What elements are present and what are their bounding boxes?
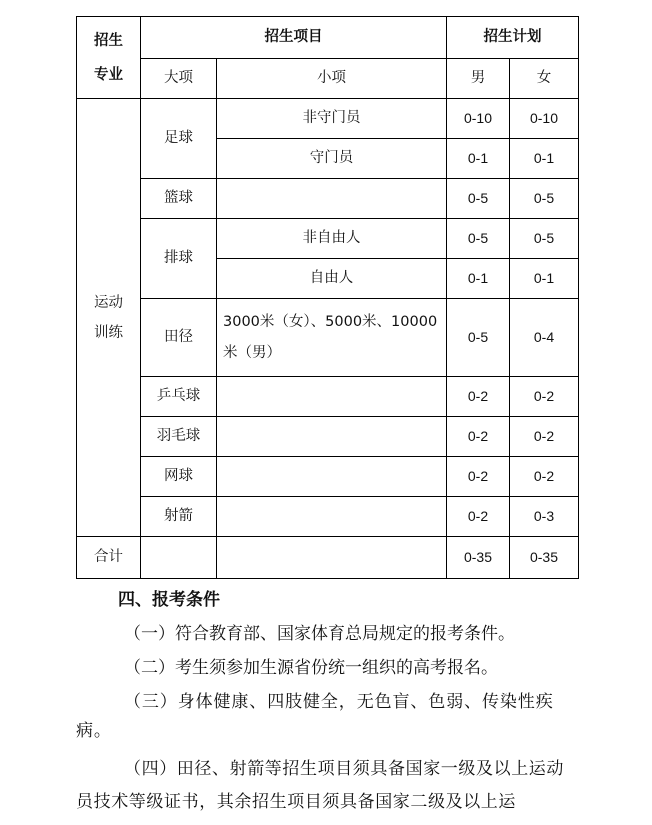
header-project: 招生项目: [141, 17, 447, 59]
male-quota-cell: 0-1: [447, 139, 510, 179]
table-row: [77, 179, 579, 219]
header-female: 女: [510, 59, 579, 99]
category-cell: 田径: [141, 299, 217, 377]
female-quota-cell: 0-2: [510, 377, 579, 417]
sub-item-cell: 3000米（女）、5000米、10000米（男）: [217, 299, 447, 377]
female-quota-cell: 0-2: [510, 417, 579, 457]
female-quota-cell: 0-3: [510, 497, 579, 537]
header-plan: 招生计划: [447, 17, 579, 59]
total-male: 0-35: [447, 537, 510, 579]
table-row: [77, 377, 579, 417]
female-quota-cell: 0-1: [510, 139, 579, 179]
condition-item-3: （三）身体健康、四肢健全，无色盲、色弱、传染性疾病。: [76, 692, 554, 741]
sub-item-cell: [217, 417, 447, 457]
category-cell: 网球: [141, 457, 217, 497]
sub-item-cell: 非守门员: [217, 99, 447, 139]
total-empty-cell: [217, 537, 447, 579]
category-cell: 射箭: [141, 497, 217, 537]
female-quota-cell: 0-10: [510, 99, 579, 139]
total-empty-cell: [141, 537, 217, 579]
sub-item-cell: [217, 497, 447, 537]
male-quota-cell: 0-2: [447, 377, 510, 417]
condition-item-2: （二）考生须参加生源省份统一组织的高考报名。: [124, 658, 498, 678]
sub-item-cell: 自由人: [217, 259, 447, 299]
category-cell: 羽毛球: [141, 417, 217, 457]
category-cell: 排球: [141, 219, 217, 299]
female-quota-cell: 0-1: [510, 259, 579, 299]
total-female: 0-35: [510, 537, 579, 579]
condition-item-4: （四）田径、射箭等招生项目须具备国家一级及以上运动员技术等级证书，其余招生项目须具备国家二级及以上运: [76, 759, 564, 812]
table-row: [77, 417, 579, 457]
male-quota-cell: 0-2: [447, 417, 510, 457]
table-row: [77, 299, 579, 377]
male-quota-cell: 0-10: [447, 99, 510, 139]
table-row: [77, 219, 579, 259]
header-male: 男: [447, 59, 510, 99]
male-quota-cell: 0-2: [447, 457, 510, 497]
female-quota-cell: 0-5: [510, 219, 579, 259]
male-quota-cell: 0-2: [447, 497, 510, 537]
condition-item-1: （一）符合教育部、国家体育总局规定的报考条件。: [124, 624, 515, 644]
category-cell: 乒乓球: [141, 377, 217, 417]
male-quota-cell: 0-5: [447, 299, 510, 377]
header-sub-item: 小项: [217, 59, 447, 99]
sub-item-cell: [217, 179, 447, 219]
female-quota-cell: 0-2: [510, 457, 579, 497]
male-quota-cell: 0-5: [447, 219, 510, 259]
header-major-category: 大项: [141, 59, 217, 99]
category-cell: 篮球: [141, 179, 217, 219]
table-row: [77, 99, 579, 139]
female-quota-cell: 0-4: [510, 299, 579, 377]
category-cell: 足球: [141, 99, 217, 179]
sub-item-cell: 守门员: [217, 139, 447, 179]
male-quota-cell: 0-5: [447, 179, 510, 219]
section-title: 四、报考条件: [118, 590, 220, 610]
male-quota-cell: 0-1: [447, 259, 510, 299]
sub-item-cell: 非自由人: [217, 219, 447, 259]
table-row: [77, 457, 579, 497]
enrollment-plan-table: [76, 16, 579, 579]
sub-item-cell: [217, 457, 447, 497]
header-major: 招生 专业: [77, 17, 141, 99]
sub-item-cell: [217, 377, 447, 417]
female-quota-cell: 0-5: [510, 179, 579, 219]
total-label: 合计: [77, 537, 141, 579]
total-row: [77, 537, 579, 579]
major-name-cell: 运动 训练: [77, 99, 141, 537]
table-row: [77, 497, 579, 537]
